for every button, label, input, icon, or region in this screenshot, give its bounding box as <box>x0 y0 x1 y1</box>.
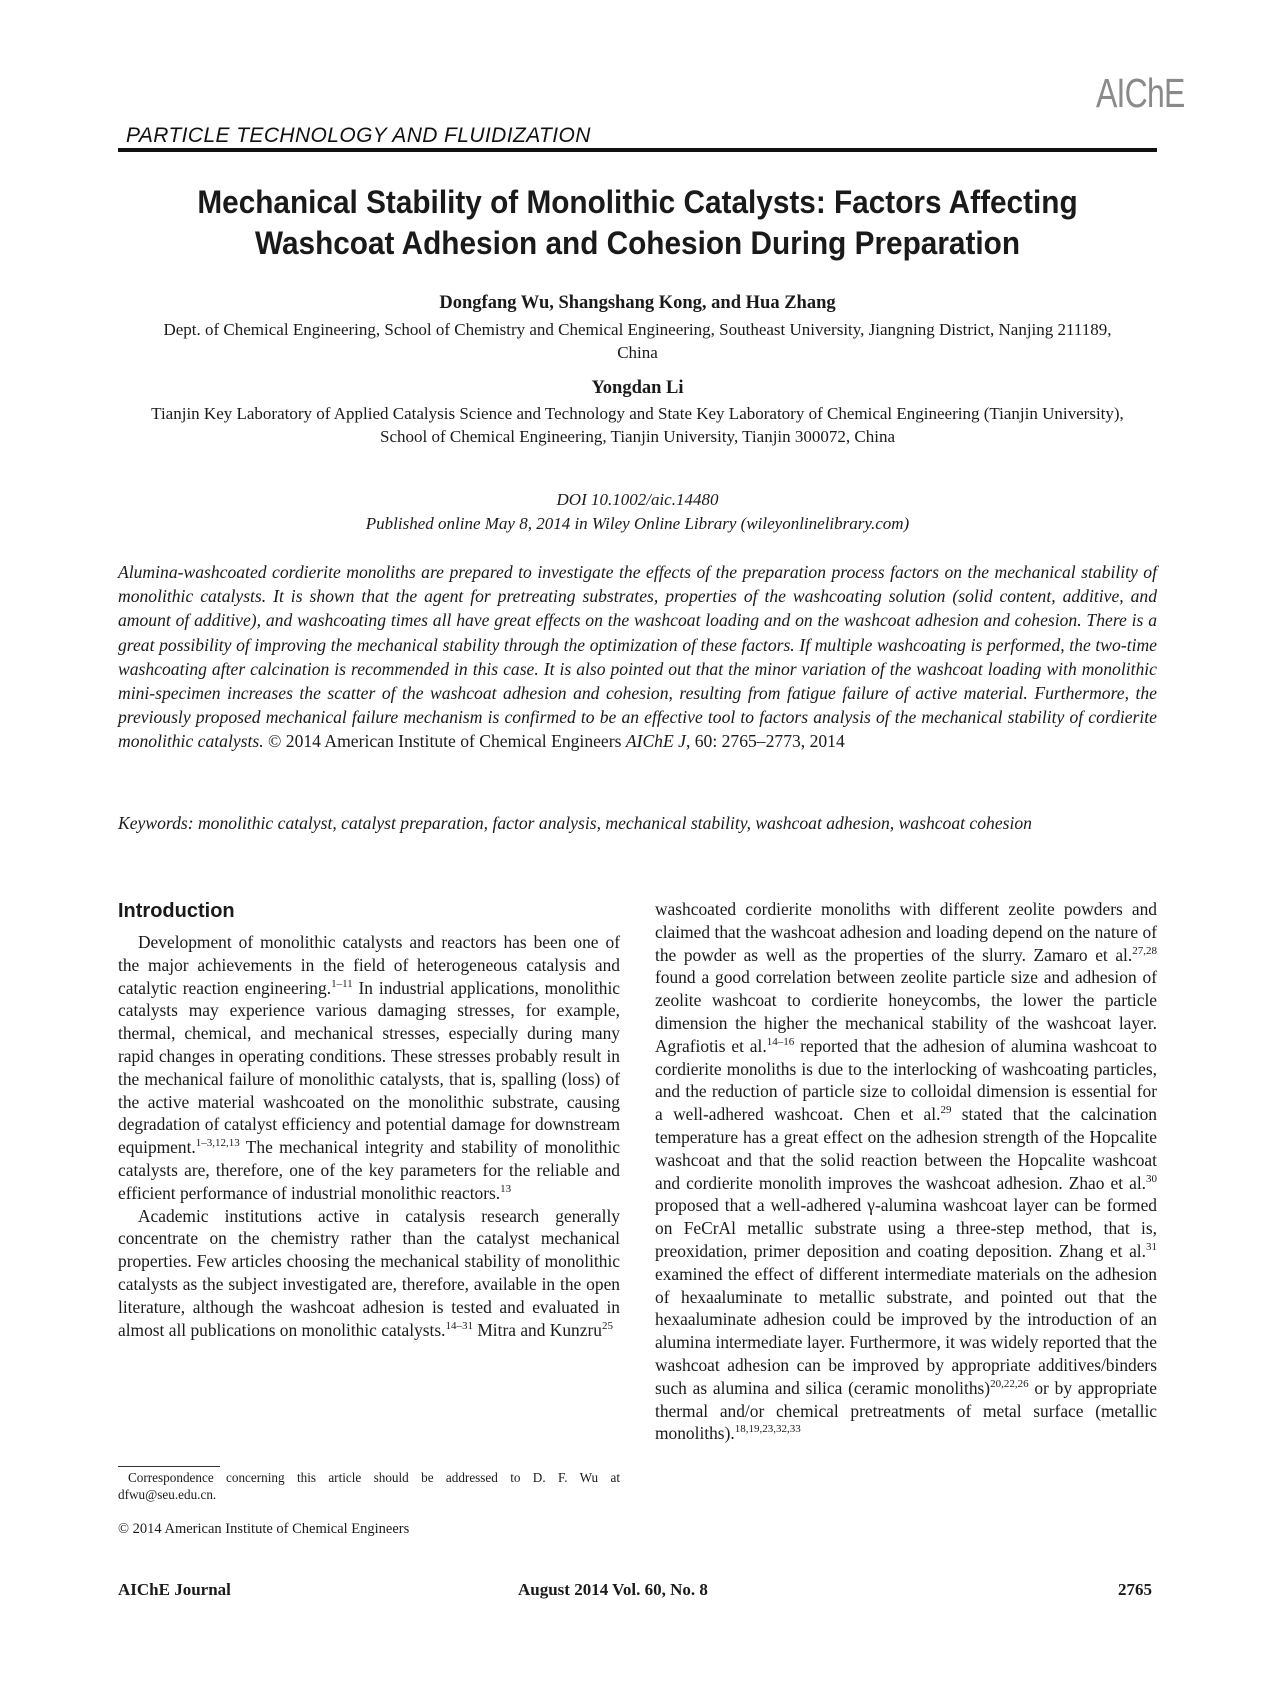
citation-ref: 25 <box>601 1319 613 1332</box>
citation-ref: 27,28 <box>1132 944 1157 957</box>
left-column <box>118 900 620 1341</box>
citation-ref: 13 <box>500 1182 512 1195</box>
introduction-heading: Introduction <box>118 900 235 922</box>
citation-ref: 18,19,23,32,33 <box>734 1423 801 1436</box>
abstract-text: Alumina-washcoated cordierite monoliths are prepared to investigate the effects of the preparation process factors on the mechanical stability of monolithic catalysts. It is shown that the agent for pretreating substrates, properties of the washcoating solution (solid content, additive, and amount of additive), and washcoating times all have great effects on the washcoat loading and on the washcoat adhesion and cohesion. There is a great possibility of improving the mechanical stability through the optimization of these factors. If multiple washcoating is performed, the two-time washcoating after calcination is recommended in this case. It is also pointed out that the minor variation of the washcoat loading with monolithic mini-specimen increases the scatter of the washcoat adhesion and cohesion, resulting from fatigue failure of active material. Furthermore, the previously proposed mechanical failure mechanism is confirmed to be an effective tool to factors analysis of the mechanical stability of cordierite monolithic catalysts. <box>118 562 1157 752</box>
abstract-copyright: © 2014 American Institute of Chemical Engineers <box>263 731 626 752</box>
publication-info: Published online May 8, 2014 in Wiley Online Library (wileyonlinelibrary.com) <box>365 514 910 533</box>
aiche-logo: AIChE <box>1096 70 1185 116</box>
footer-journal: AIChE Journal <box>118 1580 231 1599</box>
citation-ref: 29 <box>940 1104 952 1117</box>
affiliation-primary: Dept. of Chemical Engineering, School of Chemistry and Chemical Engineering, Southeast University, Jiangning District, Nanjing 211189, China <box>163 320 1112 362</box>
footer-issue: August 2014 Vol. 60, No. 8 <box>518 1580 708 1599</box>
citation-ref: 20,22,26 <box>990 1377 1029 1390</box>
abstract <box>118 560 1157 754</box>
doi: DOI 10.1002/aic.14480 <box>556 490 719 509</box>
affiliation-secondary: Tianjin Key Laboratory of Applied Catalysis Science and Technology and State Key Laboratory of Chemical Engineering (Tianjin University), School of Chemical Engineering, Tianjin University, Tianjin 300072, China <box>151 404 1124 446</box>
right-column <box>655 898 1157 1445</box>
intro-paragraph-1: Development of monolithic catalysts and reactors has been one of the major achievements in the field of heterogeneous catalysis and catalytic reaction engineering.$^{1-11}$ In industrial applications, monolithic catalysts may experience various damaging stresses, for example, thermal, chemical, and mechanical stresses, especially during many rapid changes in operating conditions. These stresses probably result in the mechanical failure of monolithic catalysts, that is, spalling (loss) of the active material washcoated on the monolithic substrate, causing degradation of catalyst efficiency and potential damage for downstream equipment.$^{1-3,12,13}$ The mechanical integrity and stability of monolithic catalysts are, therefore, one of the key parameters for the reliable and efficient performance of industrial monolithic reactors.$^{13}$ <box>118 932 620 1203</box>
footnote-rule <box>118 1466 220 1467</box>
citation-ref: 1–3,12,13 <box>195 1137 240 1150</box>
section-heading: PARTICLE TECHNOLOGY AND FLUIDIZATION <box>126 124 591 147</box>
article-title: Mechanical Stability of Monolithic Catalysts: Factors Affecting Washcoat Adhesion and Cohesion During Preparation <box>197 184 1078 261</box>
page-number: 2765 <box>1118 1580 1152 1599</box>
abstract-journal: AIChE J <box>625 731 686 752</box>
header-rule <box>118 148 1157 152</box>
authors-primary: Dongfang Wu, Shangshang Kong, and Hua Zhang <box>439 293 836 313</box>
citation-ref: 1–11 <box>331 977 353 990</box>
citation-ref: 14–16 <box>766 1035 795 1048</box>
citation-ref: 14–31 <box>445 1319 473 1332</box>
correspondence-footnote: Correspondence concerning this article should be addressed to D. F. Wu at dfwu@seu.edu.cn. <box>118 1470 620 1502</box>
keywords: Keywords: monolithic catalyst, catalyst preparation, factor analysis, mechanical stability, washcoat adhesion, washcoat cohesion <box>118 813 1032 833</box>
authors-secondary: Yongdan Li <box>591 378 684 398</box>
intro-paragraph-continued: washcoated cordierite monoliths with different zeolite powders and claimed that the washcoat adhesion and loading depend on the nature of the powder as well as the properties of the slurry. Zamaro et al.$^{27,28}$ found a good correlation between zeolite particle size and adhesion of zeolite washcoat to cordierite honeycombs, the lower the particle dimension the higher the mechanical stability of the washcoat layer. Agrafiotis et al.$^{14-16}$ reported that the adhesion of alumina washcoat to cordierite monoliths is due to the interlocking of washcoating particles, and the reduction of particle size to colloidal dimension is essential for a well-adhered washcoat. Chen et al.$^{29}$ stated that the calcination temperature has a great effect on the adhesion strength of the Hopcalite washcoat and that the solid reaction between the Hopcalite washcoat and cordierite monolith improves the washcoat adhesion. Zhao et al.$^{30}$ proposed that a well-adhered γ-alumina washcoat layer can be formed on FeCrAl metallic substrate using a three-step method, that is, preoxidation, primer deposition and coating deposition. Zhang et al.$^{31}$ examined the effect of different intermediate materials on the adhesion of hexaaluminate to metallic substrate, and pointed out that the hexaaluminate adhesion could be improved by the introduction of an alumina intermediate layer. Furthermore, it was widely reported that the washcoat adhesion can be improved by appropriate additives/binders such as alumina and silica (ceramic monoliths)$^{20,22,26}$ or by appropriate thermal and/or chemical pretreatments of metal surface (metallic monoliths).$^{18,19,23,32,33}$ <box>655 899 1157 1444</box>
copyright-notice: © 2014 American Institute of Chemical Engineers <box>118 1521 410 1537</box>
abstract-citation: , 60: 2765–2773, 2014 <box>685 731 845 752</box>
citation-ref: 31 <box>1146 1241 1157 1254</box>
intro-paragraph-2: Academic institutions active in catalysis research generally concentrate on the chemistry rather than the catalyst mechanical properties. Few articles choosing the mechanical stability of monolithic catalysts as the subject investigated are, therefore, available in the open literature, although the washcoat adhesion is tested and evaluated in almost all publications on monolithic catalysts.$^{14-31}$ Mitra and Kunzru$^{25}$ <box>118 1205 620 1340</box>
citation-ref: 30 <box>1146 1172 1157 1185</box>
